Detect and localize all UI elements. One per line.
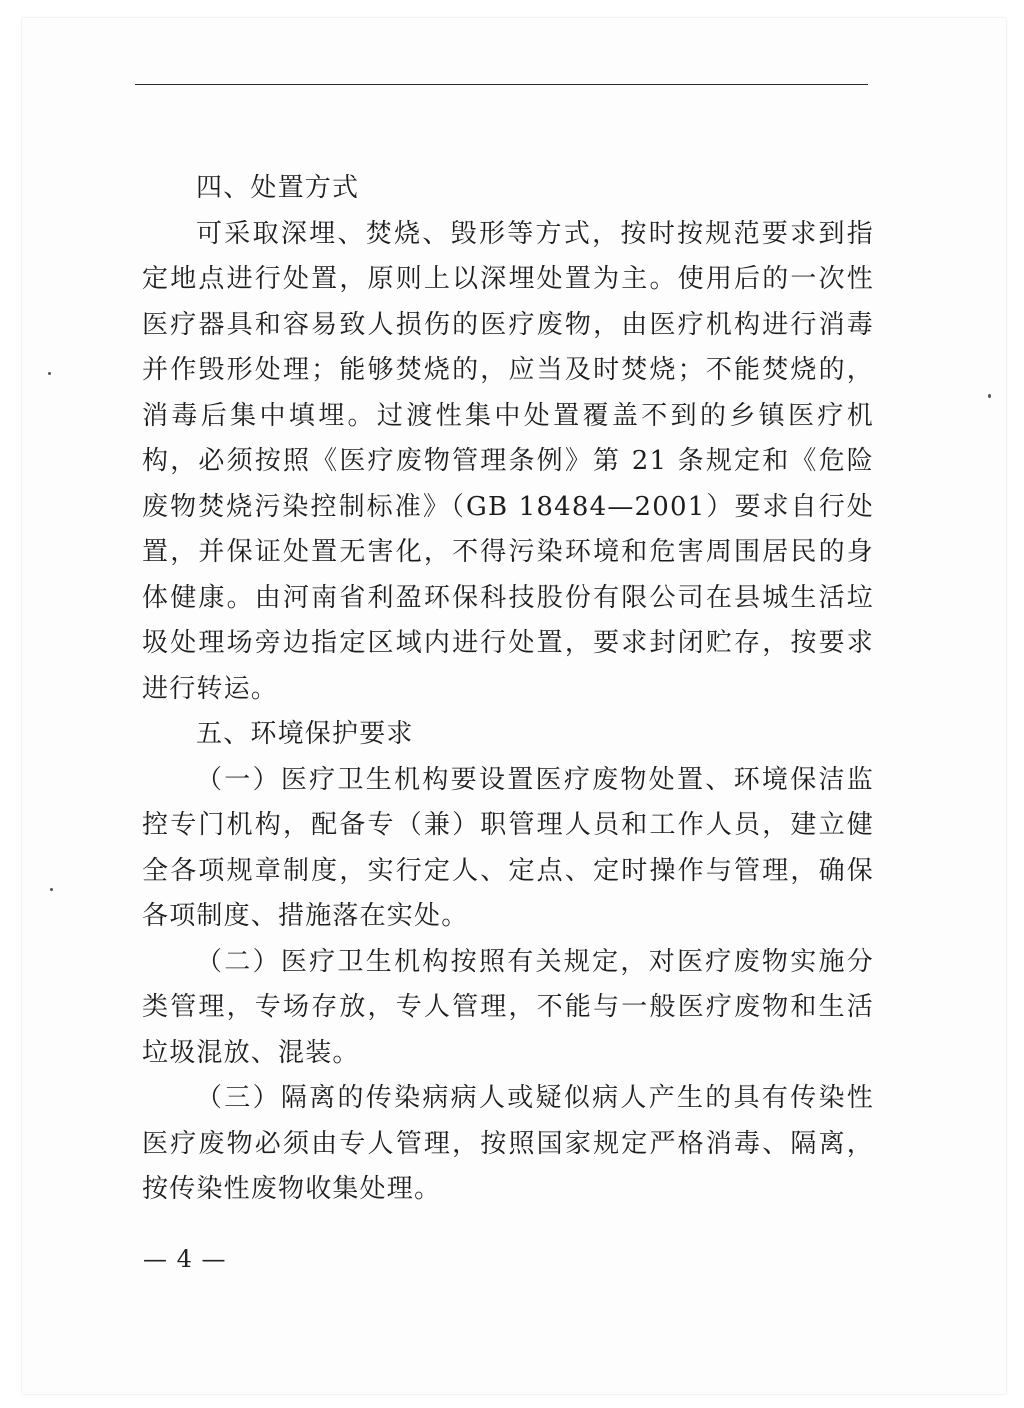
section-paragraph: （二）医疗卫生机构按照有关规定，对医疗废物实施分类管理，专场存放，专人管理，不能与一般医疗废物和生活垃圾混放、混装。: [142, 946, 874, 1068]
header-rule: [135, 84, 868, 85]
section-heading: 五、环境保护要求: [196, 719, 414, 749]
page-number: — 4 —: [143, 1245, 227, 1273]
section-heading: 四、处置方式: [196, 173, 360, 203]
section-paragraph: （一）医疗卫生机构要设置医疗废物处置、环境保洁监控专门机构，配备专（兼）职管理人员和工作人员，建立健全各项规章制度，实行定人、定点、定时操作与管理，确保各项制度、措施落在实处。: [142, 764, 874, 931]
document-body: [142, 166, 874, 1213]
scan-speck: [50, 888, 53, 891]
scan-speck: [48, 372, 51, 375]
section-paragraph: 可采取深埋、焚烧、毁形等方式，按时按规范要求到指定地点进行处置，原则上以深埋处置为主。使用后的一次性医疗器具和容易致人损伤的医疗废物，由医疗机构进行消毒并作毁形处理；能够焚烧的，应当及时焚烧；不能焚烧的，消毒后集中填埋。过渡性集中处置覆盖不到的乡镇医疗机构，必须按照《医疗废物管理条例》第 21 条规定和《危险废物焚烧污染控制标准》（GB 18484—2001）要求自行处置，并保证处置无害化，不得污染环境和危害周围居民的身体健康。由河南省利盈环保科技股份有限公司在县城生活垃圾处理场旁边指定区域内进行处置，要求封闭贮存，按要求进行转运。: [142, 218, 874, 704]
section-paragraph: （三）隔离的传染病病人或疑似病人产生的具有传染性医疗废物必须由专人管理，按照国家规定严格消毒、隔离，按传染性废物收集处理。: [142, 1083, 874, 1204]
scan-speck: [988, 394, 991, 398]
